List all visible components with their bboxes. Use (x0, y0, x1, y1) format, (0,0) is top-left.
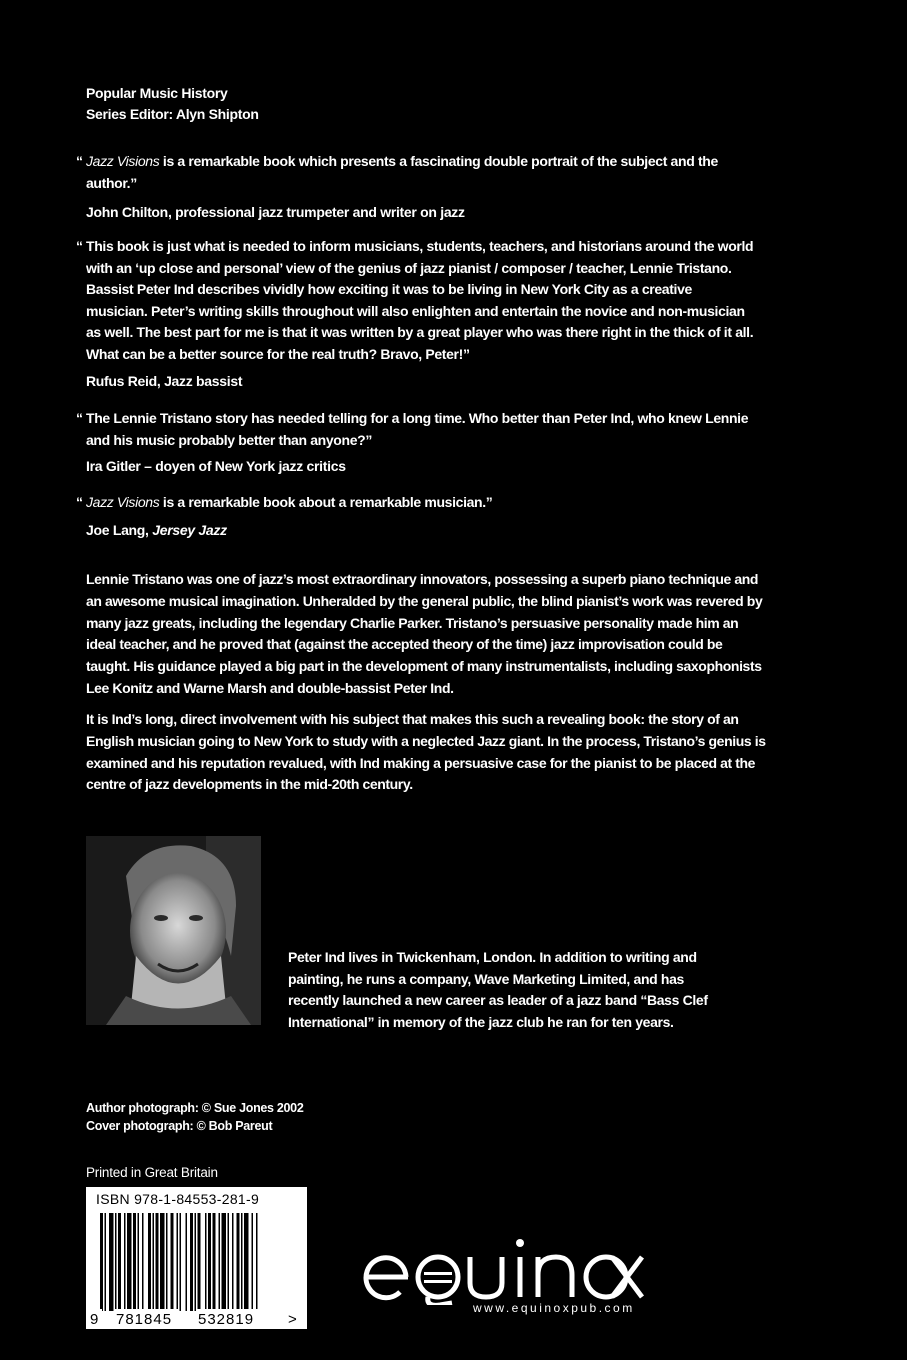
description-paragraph-1: Lennie Tristano was one of jazz’s most extraordinary innovators, possessing a superb piano technique and an awesome musical imagination. Unheralded by the general public, the blind pianist’s work was revered by many jazz greats, including the legendary Charlie Parker. Tristano’s persuasive personality made him an ideal teacher, and he proved that (against the accepted theory of the time) jazz improvisation could be taught. His guidance played a big part in the development of many instrumentalists, including saxophonists Lee Konitz and Warne Marsh and double-bassist Peter Ind. (86, 571, 763, 696)
barcode-bar (222, 1213, 227, 1311)
barcode-bar (252, 1213, 254, 1311)
barcode-bar (138, 1213, 140, 1311)
barcode-bar (148, 1213, 151, 1311)
barcode-bar (177, 1213, 179, 1311)
isbn-text: ISBN 978-1-84553-281-9 (96, 1191, 260, 1207)
barcode-bar (237, 1213, 240, 1311)
review-text: is a remarkable book about a remarkable musician.” (159, 494, 493, 510)
series-header (86, 83, 259, 125)
review-attribution-2: Rufus Reid, Jazz bassist (86, 373, 243, 389)
book-title-italic: Jazz Visions (86, 153, 160, 169)
author-portrait-icon (86, 836, 261, 1025)
barcode-bar (195, 1213, 197, 1311)
barcode-bar (213, 1213, 216, 1311)
barcode-bar (160, 1213, 165, 1311)
barcode-bar (171, 1213, 174, 1311)
author-photo-credit: Author photograph: © Sue Jones 2002 (86, 1101, 304, 1115)
barcode-bar (133, 1213, 136, 1311)
review-text: is a remarkable book which presents a fascinating double portrait of the subject and the author.” (86, 153, 718, 191)
isbn-barcode (86, 1187, 307, 1329)
book-title-italic: Jazz Visions (86, 494, 160, 510)
publisher-url[interactable]: www.equinoxpub.com (473, 1301, 635, 1315)
barcode-bar (109, 1213, 114, 1311)
publisher-logo (360, 1235, 650, 1330)
review-attribution-4: Joe Lang, Jersey Jazz (86, 522, 227, 538)
review-quote-1 (76, 151, 756, 194)
printed-in: Printed in Great Britain (86, 1165, 218, 1180)
open-quote-mark: “ (76, 410, 83, 426)
barcode-bar (153, 1213, 155, 1311)
barcode-digits: 532819 (198, 1311, 255, 1328)
description-paragraph-2: It is Ind’s long, direct involvement with his subject that makes this such a revealing book: the story of an English musician going to New York to study with a neglected Jazz giant. In the process, Tristano’s genius is examined and his reputation revalued, with Ind making a persuasive case for the pianist to be placed at the centre of jazz developments in the mid-20th century. (86, 711, 766, 793)
review-attribution-3: Ira Gitler – doyen of New York jazz critics (86, 458, 346, 474)
cover-photo-credit: Cover photograph: © Bob Pareut (86, 1119, 273, 1133)
photo-credits (86, 1099, 304, 1135)
barcode-bars-icon (86, 1187, 307, 1329)
barcode-digits: > (288, 1311, 298, 1328)
open-quote-mark: “ (76, 153, 83, 169)
author-bio: Peter Ind lives in Twickenham, London. In addition to writing and painting, he runs a company, Wave Marketing Limited, and has recently launched a new career as leader of a jazz band “Bass Clef International” in memory of the jazz club he ran for ten years. (288, 949, 708, 1030)
series-title: Popular Music History (86, 85, 228, 101)
barcode-bar (198, 1213, 201, 1311)
barcode-bar (180, 1213, 182, 1311)
barcode-bar (166, 1213, 168, 1311)
series-editor: Series Editor: Alyn Shipton (86, 106, 259, 122)
barcode-bar (256, 1213, 258, 1311)
review-attribution-1: John Chilton, professional jazz trumpeter and writer on jazz (86, 204, 465, 220)
review-text: The Lennie Tristano story has needed telling for a long time. Who better than Peter Ind, who knew Lennie and his music probably better than anyone?” (86, 410, 749, 448)
barcode-bar (124, 1213, 126, 1311)
barcode-digits: 781845 (116, 1311, 173, 1328)
barcode-bar (186, 1213, 188, 1311)
review-quote-2 (76, 236, 756, 365)
barcode-bar (105, 1213, 107, 1311)
barcode-digits: 9 (90, 1311, 100, 1328)
barcode-bar (232, 1213, 234, 1311)
barcode-bar (244, 1213, 249, 1311)
review-quote-3 (76, 408, 756, 451)
open-quote-mark: “ (76, 494, 83, 510)
barcode-bar (205, 1213, 207, 1311)
barcode-bar (219, 1213, 221, 1311)
barcode-bar (241, 1213, 243, 1311)
barcode-bar (100, 1213, 103, 1311)
author-photo (86, 836, 261, 1025)
barcode-bar (115, 1213, 117, 1311)
barcode-bar (190, 1213, 193, 1311)
barcode-bar (127, 1213, 132, 1311)
review-text: This book is just what is needed to inform musicians, students, teachers, and historians around the world with an ‘up close and personal’ view of the genius of jazz pianist / composer / teacher, Lennie Tristano. Bassist Peter Ind describes vividly how exciting it was to be living in New York City as a creative musician. Peter’s writing skills throughout will also enlighten and entertain the novice and non-musician as well. The best part for me is that it was written by a great player who was there right in the thick of it all. What can be a better source for the real truth? Bravo, Peter!” (86, 238, 754, 362)
barcode-bar (118, 1213, 121, 1311)
equinox-logo-icon (360, 1235, 650, 1305)
barcode-bar (228, 1213, 230, 1311)
barcode-bar (208, 1213, 211, 1311)
barcode-bar (156, 1213, 159, 1311)
barcode-bar (142, 1213, 144, 1311)
open-quote-mark: “ (76, 238, 83, 254)
review-quote-4 (76, 492, 756, 514)
publication-italic: Jersey Jazz (152, 522, 227, 538)
